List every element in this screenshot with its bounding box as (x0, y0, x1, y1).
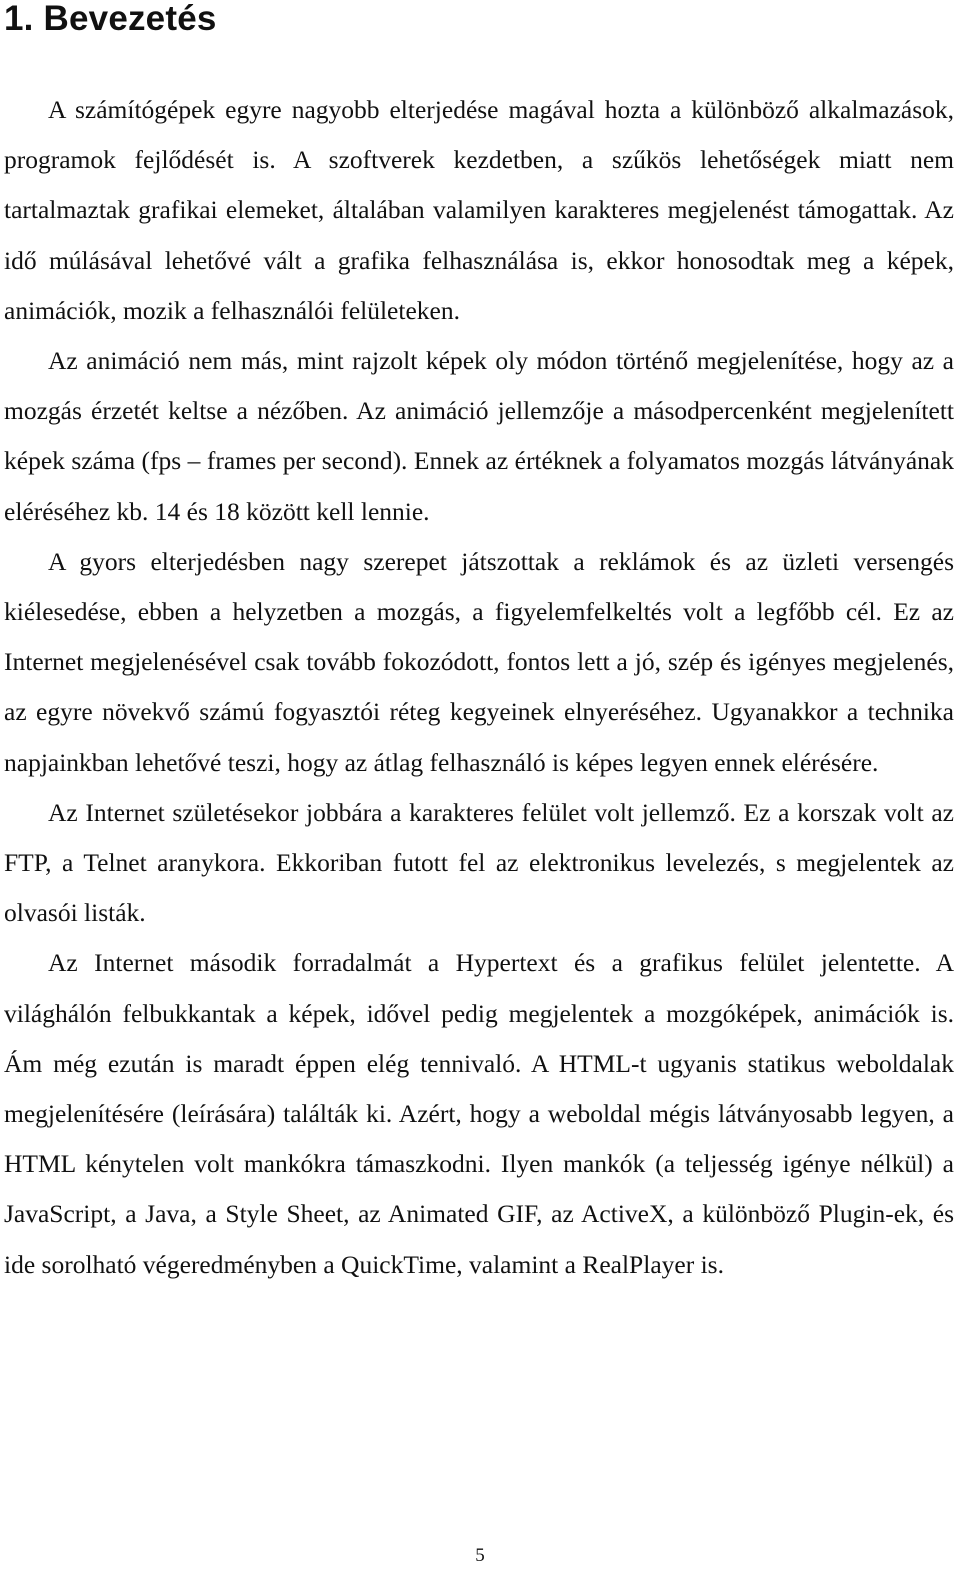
paragraph-animation: Az animáció nem más, mint rajzolt képek oly módon történő megjelenítése, hogy az a mozgás érzetét keltse a nézőben. Az animáció jellemzője a másodpercenként megjelenített képek száma (fps – frames per second). Ennek az értéknek a folyamatos mozgás látványának eléréséhez kb. 14 és 18 között kell lennie. (4, 346, 954, 526)
paragraph-internet-second-revolution: Az Internet második forradalmát a Hypertext és a grafikus felület jelentette. A világhálón felbukkantak a képek, idővel pedig megjelentek a mozgóképek, animációk is. Ám még ezután is maradt éppen elég tennivaló. A HTML-t ugyanis statikus weboldalak megjelenítésére (leírására) találták ki. Azért, hogy a weboldal mégis látványosabb legyen, a HTML kénytelen volt mankókra támaszkodni. Ilyen mankók (a teljesség igénye nélkül) a JavaScript, a Java, a Style Sheet, az Animated GIF, az ActiveX, a különböző Plugin-ek, és ide sorolható végeredményben a QuickTime, valamint a RealPlayer is. (4, 948, 954, 1279)
paragraph-advertising: A gyors elterjedésben nagy szerepet játszottak a reklámok és az üzleti versengés kiélesedése, ebben a helyzetben a mozgás, a figyelemfelkeltés volt a legfőbb cél. Ez az Internet megjelenésével csak tovább fokozódott, fontos lett a jó, szép és igényes megjelenés, az egyre növekvő számú fogyasztói réteg kegyeinek elnyeréséhez. Ugyanakkor a technika napjainkban lehetővé teszi, hogy az átlag felhasználó is képes legyen ennek elérésére. (4, 546, 954, 777)
paragraph-internet-birth: Az Internet születésekor jobbára a karakteres felület volt jellemző. Ez a korszak volt az FTP, a Telnet aranykora. Ekkoriban futott fel az elektronikus levelezés, s megjelentek az olvasói listák. (4, 797, 954, 928)
page-number: 5 (475, 1545, 485, 1566)
section-heading: 1. Bevezetés (4, 0, 217, 38)
body-text (4, 85, 954, 1290)
paragraph-intro: A számítógépek egyre nagyobb elterjedése magával hozta a különböző alkalmazások, programok fejlődését is. A szoftverek kezdetben, a szűkös lehetőségek miatt nem tartalmaztak grafikai elemeket, általában valamilyen karakteres megjelenést támogattak. Az idő múlásával lehetővé vált a grafika felhasználása is, ekkor honosodtak meg a képek, animációk, mozik a felhasználói felületeken. (4, 95, 954, 325)
